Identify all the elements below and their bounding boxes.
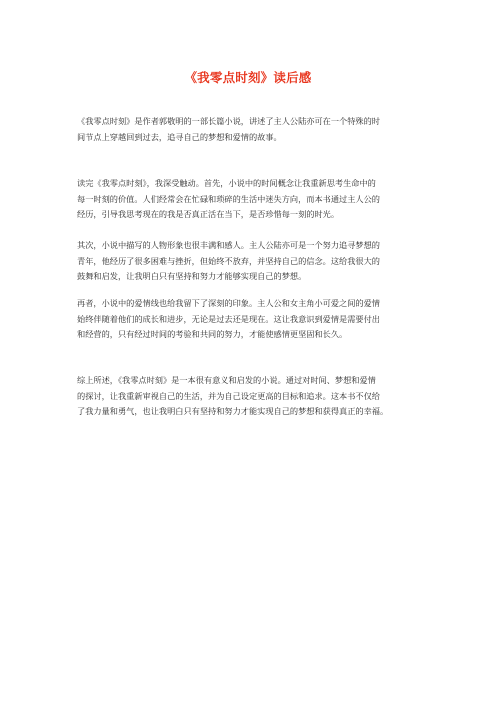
paragraph-line: 的探讨，让我重新审视自己的生活，并为自己设定更高的目标和追求。这本书不仅给 xyxy=(77,390,380,401)
paragraph-line: 经历，引导我思考现在的我是否真正活在当下，是否珍惜每一刻的时光。 xyxy=(77,209,340,219)
paragraph-line: 青年，他经历了很多困难与挫折，但始终不放弃，并坚持自己的信念。这给我很大的 xyxy=(77,255,380,266)
paragraph-line: 了我力量和勇气，也让我明白只有坚持和努力才能实现自己的梦想和获得真正的幸福。 xyxy=(77,406,389,416)
paragraph-characters xyxy=(77,238,457,285)
paragraph-intro xyxy=(77,114,457,145)
paragraph-line: 再者，小说中的爱情线也给我留下了深刻的印象。主人公和女主角小可爱之间的爱情 xyxy=(77,298,380,308)
paragraph-line: 读完《我零点时刻》，我深受触动。首先，小说中的时间概念让我重新思考生命中的 xyxy=(77,178,376,188)
paragraph-line: 鼓舞和启发，让我明白只有坚持和努力才能够实现自己的梦想。 xyxy=(77,271,307,281)
paragraph-line: 每一时刻的价值。人们经常会在忙碌和琐碎的生活中迷失方向，而本书通过主人公的 xyxy=(77,193,380,204)
paragraph-line: 始终伴随着他们的成长和进步，无论是过去还是现在。这让我意识到爱情是需要付出 xyxy=(77,313,380,324)
paragraph-line: 其次，小说中描写的人物形象也很丰满和感人。主人公陆亦可是一个努力追寻梦想的 xyxy=(77,240,380,250)
paragraph-love xyxy=(77,296,457,343)
paragraph-line: 间节点上穿越回到过去，追寻自己的梦想和爱情的故事。 xyxy=(77,131,282,142)
paragraph-line: 《我零点时刻》是作者郭敬明的一部长篇小说，讲述了主人公陆亦可在一个特殊的时 xyxy=(77,116,380,126)
paragraph-line: 和经营的，只有经过时间的考验和共同的努力，才能使感情更坚固和长久。 xyxy=(77,329,348,339)
paragraph-time xyxy=(77,176,457,223)
paragraph-conclusion xyxy=(77,373,457,420)
document-title: 《我零点时刻》读后感 xyxy=(184,70,312,85)
paragraph-line: 综上所述，《我零点时刻》是一本很有意义和启发的小说。通过对时间、梦想和爱情 xyxy=(77,375,376,385)
